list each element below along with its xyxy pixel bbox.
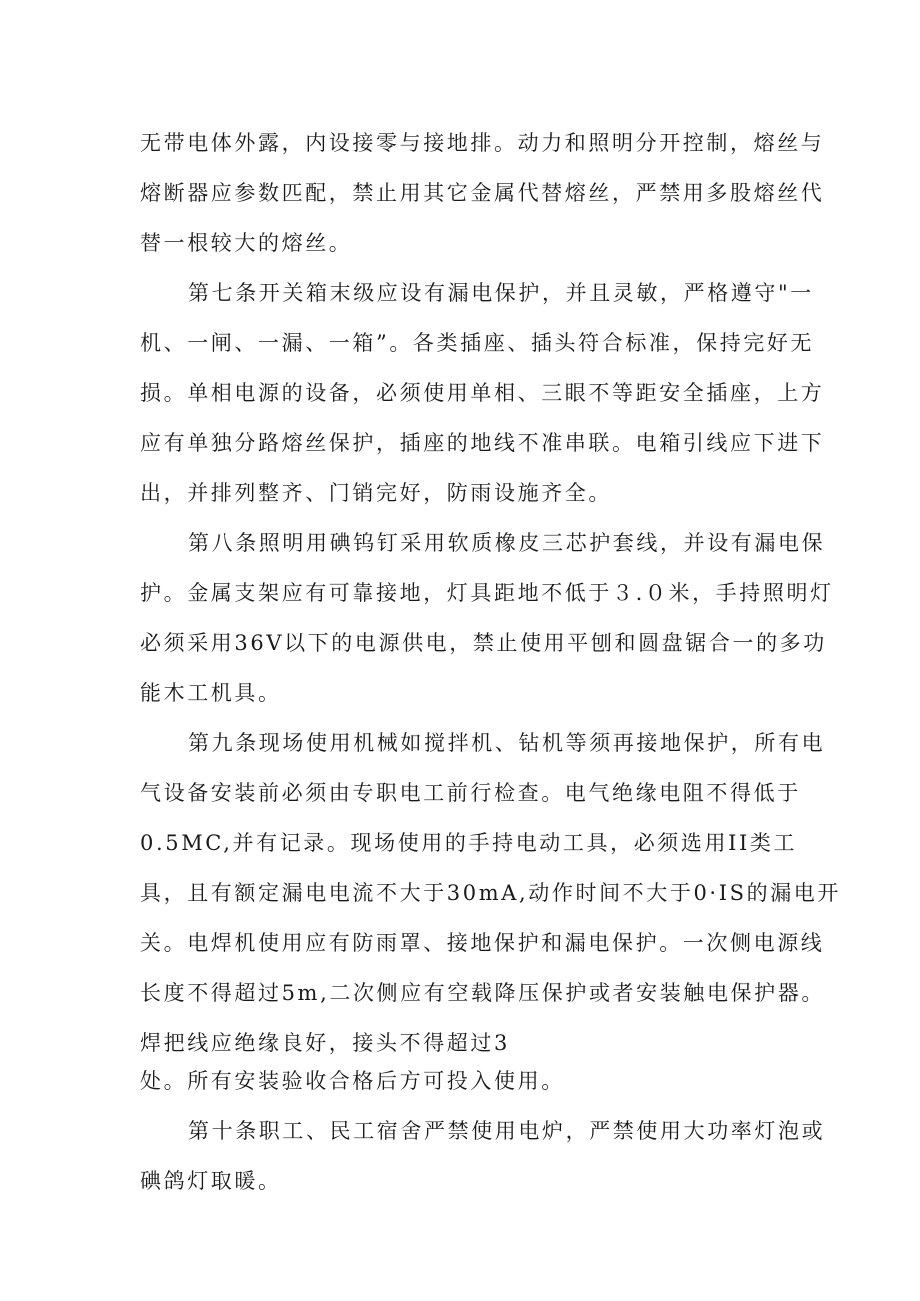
text-line: 碘鸽灯取暖。 xyxy=(140,1169,282,1193)
text-line: 无带电体外露，内设接零与接地排。动力和照明分开控制，熔丝与 xyxy=(140,131,825,155)
text-line: 焊把线应绝缘良好，接头不得超过3 xyxy=(140,1031,510,1055)
text-line: 出，并排列整齐、门销完好，防雨设施齐全。 xyxy=(140,481,612,505)
text-line: 关。电焊机使用应有防雨罩、接地保护和漏电保护。一次侧电源线 xyxy=(140,931,825,955)
text-line: 处。所有安装验收合格后方可投入使用。 xyxy=(140,1069,565,1093)
text-line: 熔断器应参数匹配，禁止用其它金属代替熔丝，严禁用多股熔丝代 xyxy=(140,181,825,205)
text-line: 损。单相电源的设备，必须使用单相、三眼不等距安全插座，上方 xyxy=(140,381,825,405)
text-line: 机、一闸、一漏、一箱”。各类插座、插头符合标准，保持完好无 xyxy=(140,331,815,355)
text-line: 0.5MC,并有记录。现场使用的手持电动工具，必须选用II类工 xyxy=(140,831,798,855)
text-line: 能木工机具。 xyxy=(140,681,282,705)
text-line: 应有单独分路熔丝保护，插座的地线不准串联。电箱引线应下进下 xyxy=(140,431,825,455)
text-line: 长度不得超过5m,二次侧应有空载降压保护或者安装触电保护器。 xyxy=(140,981,825,1005)
text-line: 具，且有额定漏电电流不大于30mA,动作时间不大于0·IS的漏电开 xyxy=(140,881,841,905)
article-10-start: 第十条职工、民工宿舍严禁使用电炉，严禁使用大功率灯泡或 xyxy=(188,1119,826,1143)
text-line: 替一根较大的熔丝。 xyxy=(140,231,353,255)
text-line: 必须采用36V以下的电源供电，禁止使用平刨和圆盘锯合一的多功 xyxy=(140,631,827,655)
text-line: 气设备安装前必须由专职电工前行检查。电气绝缘电阻不得低于 xyxy=(140,781,801,805)
article-8-start: 第八条照明用碘钨钉采用软质橡皮三芯护套线，并设有漏电保 xyxy=(188,531,826,555)
article-7-start: 第七条开关箱末级应设有漏电保护，并且灵敏，严格遵守"一 xyxy=(188,281,814,305)
article-9-start: 第九条现场使用机械如搅拌机、钻机等须再接地保护，所有电 xyxy=(188,731,826,755)
text-line: 护。金属支架应有可靠接地，灯具距地不低于３.０米，手持照明灯 xyxy=(140,581,834,605)
